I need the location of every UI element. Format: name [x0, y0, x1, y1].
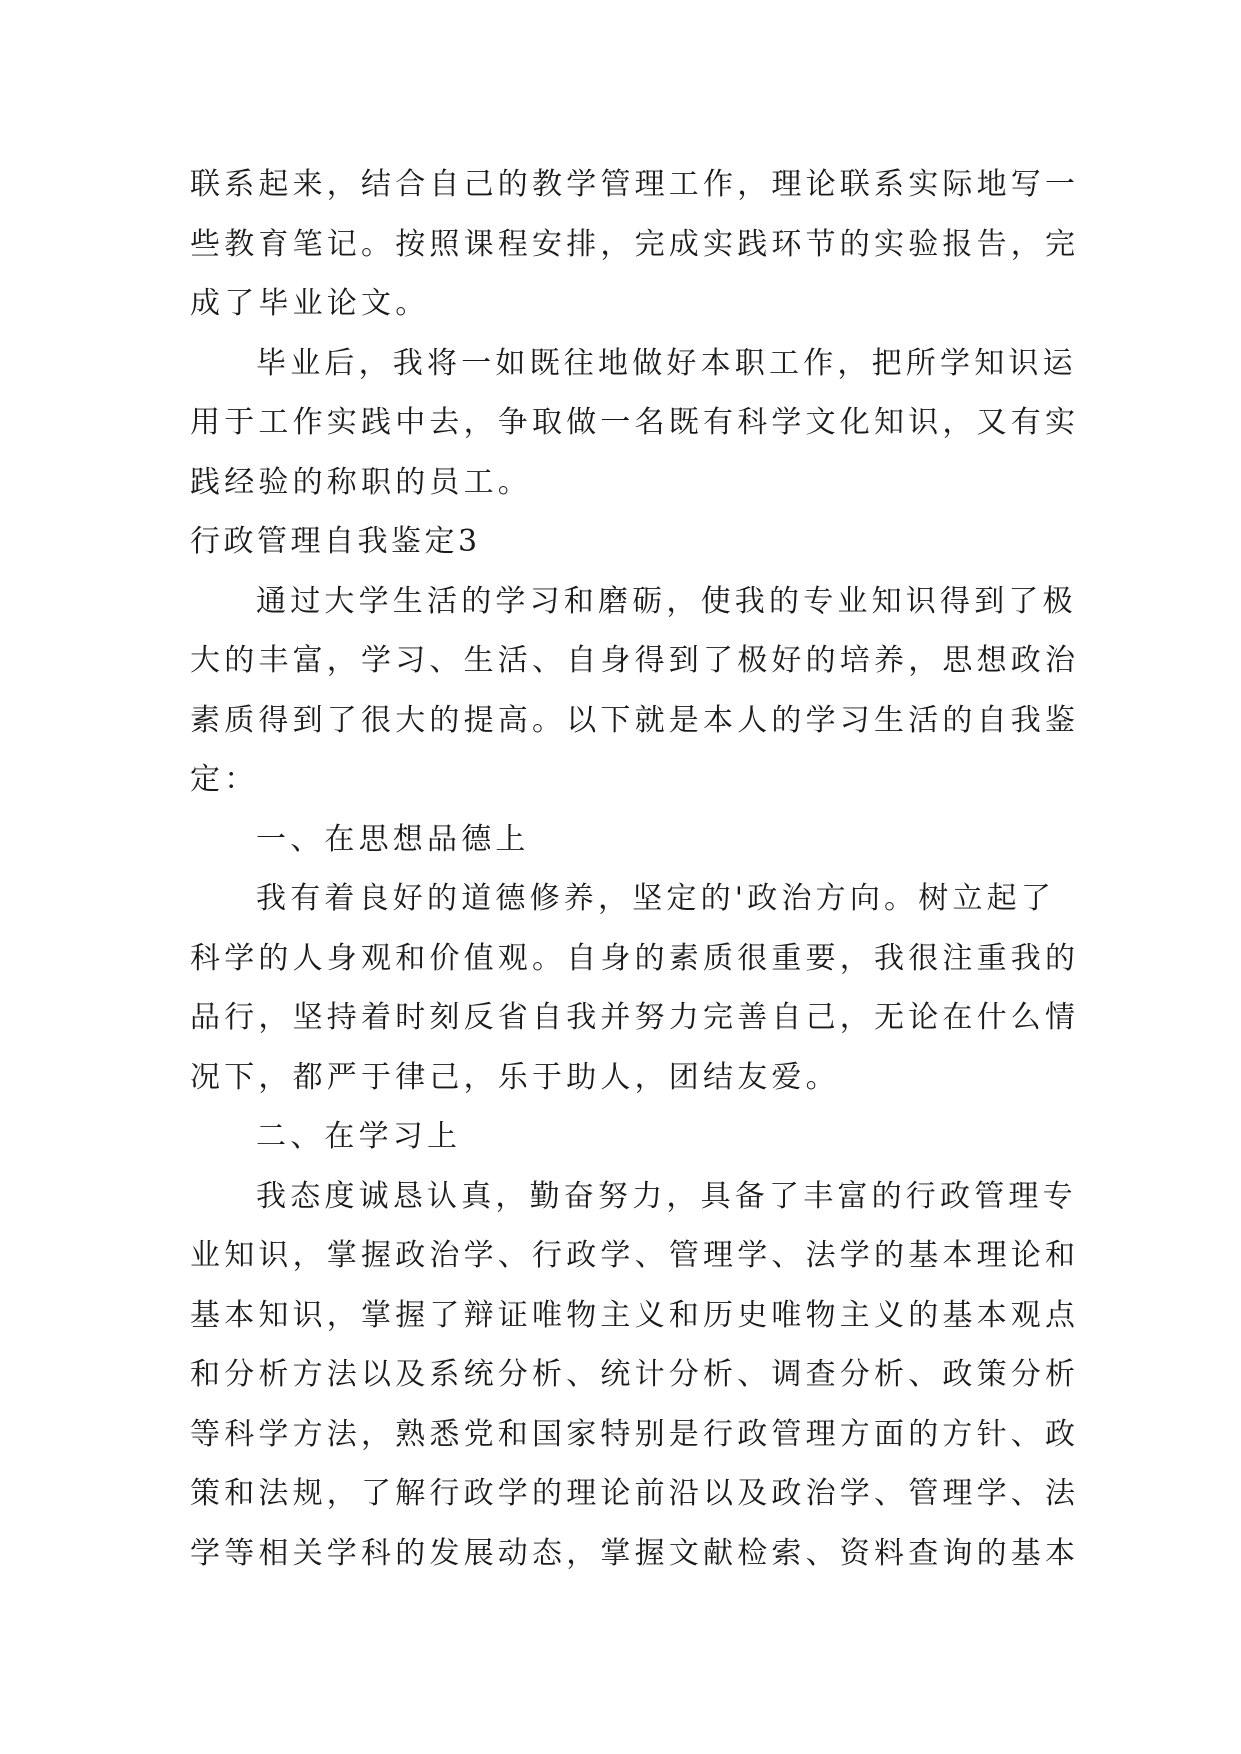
- paragraph-line: 我态度诚恳认真，勤奋努力，具备了丰富的行政管理专: [256, 1178, 1077, 1214]
- paragraph-line: 基本知识，掌握了辩证唯物主义和历史唯物主义的基本观点: [190, 1297, 1080, 1333]
- paragraph-3: [190, 572, 1080, 810]
- paragraph-line: 用于工作实践中去，争取做一名既有科学文化知识，又有实: [190, 405, 1080, 440]
- paragraph-line: 些教育笔记。按照课程安排，完成实践环节的实验报告，完: [190, 226, 1080, 262]
- paragraph-line: 素质得到了很大的提高。以下就是本人的学习生活的自我鉴: [190, 702, 1080, 738]
- paragraph-2: [190, 334, 1080, 513]
- section-title: 行政管理自我鉴定3: [190, 524, 481, 559]
- paragraph-line: 策和法规，了解行政学的理论前沿以及政治学、管理学、法: [190, 1476, 1080, 1511]
- paragraph-line: 成了毕业论文。: [190, 286, 430, 321]
- document-body: [190, 155, 1080, 1583]
- paragraph-line: 况下，都严于律己，乐于助人，团结友爱。: [190, 1059, 840, 1095]
- paragraph-line: 践经验的称职的员工。: [190, 464, 532, 500]
- paragraph-line: 品行，坚持着时刻反省自我并努力完善自己，无论在什么情: [190, 1000, 1080, 1035]
- paragraph-line: 毕业后，我将一如既往地做好本职工作，把所学知识运: [256, 345, 1077, 381]
- paragraph-line: 我有着良好的道德修养，坚定的'政治方向。树立起了: [256, 881, 1056, 916]
- paragraph-line: 大的丰富，学习、生活、自身得到了极好的培养，思想政治: [190, 643, 1080, 678]
- paragraph-5: [190, 1167, 1080, 1584]
- paragraph-4: [190, 869, 1080, 1107]
- paragraph-1: [190, 155, 1080, 334]
- paragraph-line: 定：: [190, 762, 259, 797]
- paragraph-line: 科学的人身观和价值观。自身的素质很重要，我很注重我的: [190, 940, 1080, 976]
- paragraph-line: 学等相关学科的发展动态，掌握文献检索、资料查询的基本: [190, 1535, 1080, 1571]
- paragraph-line: 业知识，掌握政治学、行政学、管理学、法学的基本理论和: [190, 1238, 1080, 1273]
- subheading-moral: 一、在思想品德上: [256, 821, 530, 857]
- paragraph-line: 通过大学生活的学习和磨砺，使我的专业知识得到了极: [256, 583, 1077, 619]
- paragraph-line: 联系起来，结合自己的教学管理工作，理论联系实际地写一: [190, 167, 1080, 202]
- paragraph-line: 和分析方法以及系统分析、统计分析、调查分析、政策分析: [190, 1357, 1080, 1392]
- subheading-study: 二、在学习上: [256, 1119, 462, 1154]
- paragraph-line: 等科学方法，熟悉党和国家特别是行政管理方面的方针、政: [190, 1416, 1080, 1452]
